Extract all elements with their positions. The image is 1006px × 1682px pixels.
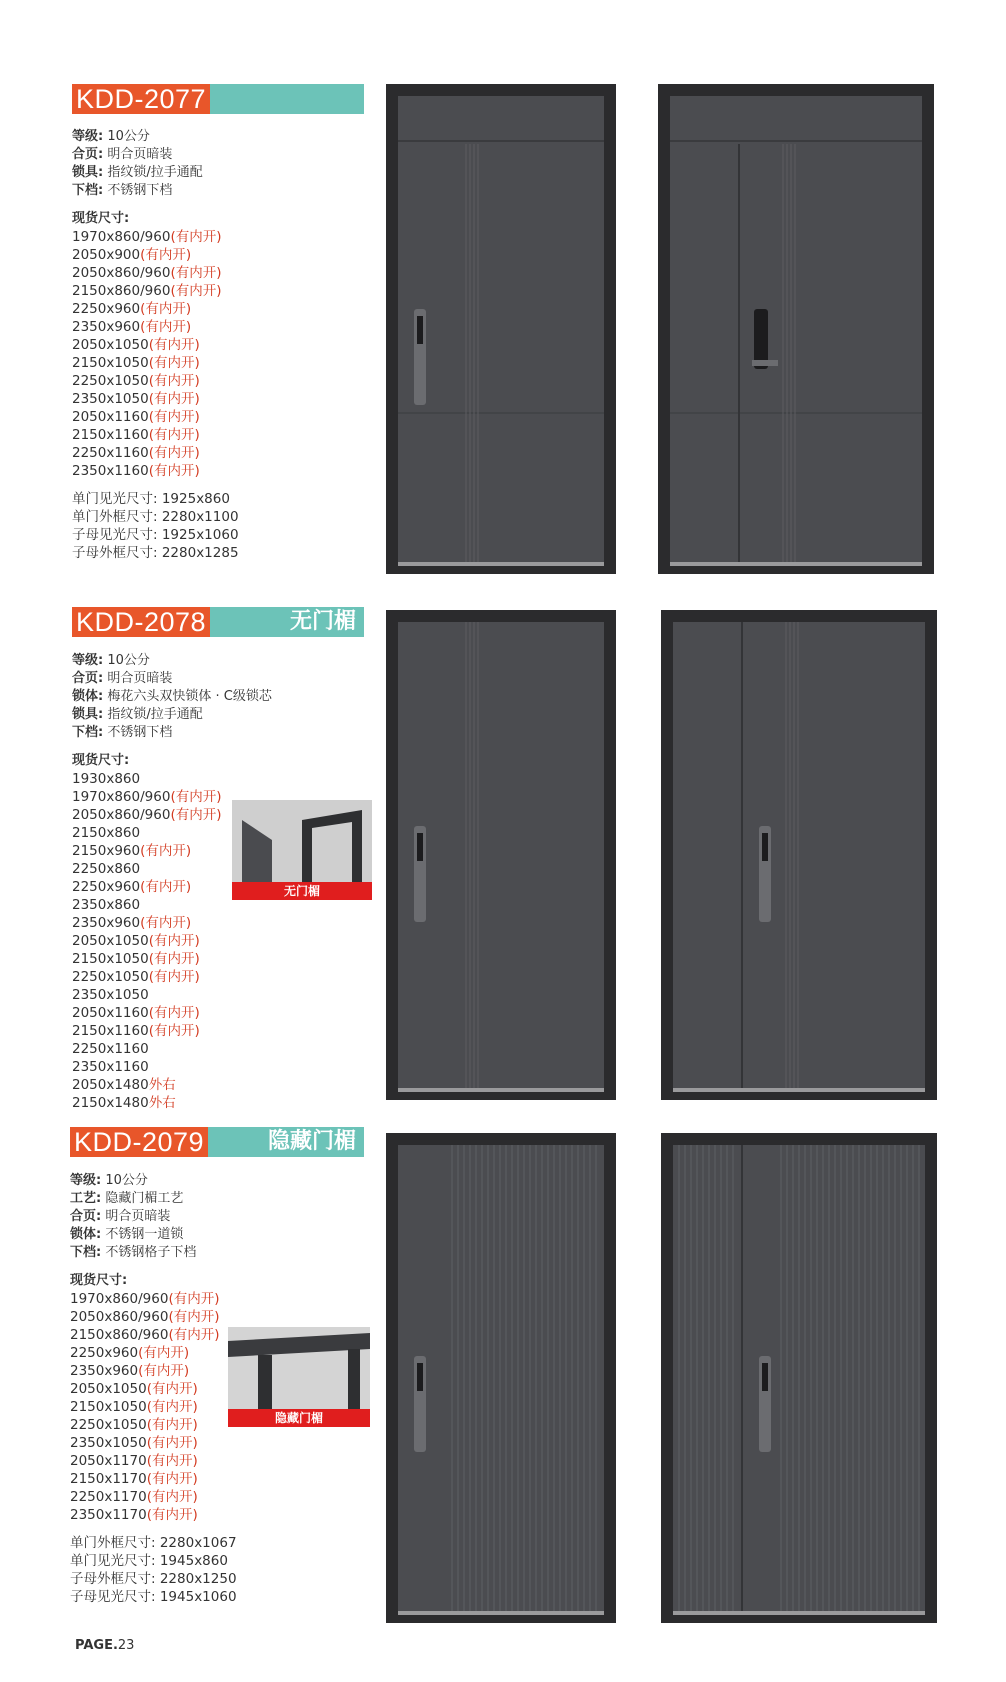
size-row: 2350x860 (72, 897, 141, 913)
single-door-image (386, 84, 616, 574)
spec-row: 等级: 10公分 (72, 653, 150, 668)
hidden-transom-inset-image (228, 1327, 370, 1427)
size-row: 2150x860/960(有内开) (70, 1327, 220, 1343)
size-row: 2250x960(有内开) (70, 1345, 190, 1361)
spec-row: 下档: 不锈钢格子下档 (70, 1245, 197, 1260)
product-tag: 无门楣 (289, 609, 356, 634)
size-row: 2050x860/960(有内开) (72, 807, 222, 823)
size-row: 2150x1480外右 (72, 1095, 176, 1111)
inset-label: 无门楣 (232, 882, 372, 900)
product-code: KDD-2078 (72, 607, 210, 637)
sizes-title: 现货尺寸: (72, 753, 130, 768)
section-header (72, 84, 364, 114)
size-row: 2250x1050(有内开) (70, 1417, 198, 1433)
page-number (75, 1638, 134, 1653)
spec-row: 工艺: 隐藏门楣工艺 (70, 1191, 184, 1206)
size-row: 2050x1160(有内开) (72, 1005, 200, 1021)
size-row: 2150x1160(有内开) (72, 427, 200, 443)
spec-row: 锁具: 指纹锁/拉手通配 (72, 707, 203, 722)
size-row: 2050x1480外右 (72, 1077, 176, 1093)
size-row: 2250x960(有内开) (72, 301, 192, 317)
sizes-title: 现货尺寸: (70, 1273, 128, 1288)
size-row: 2350x960(有内开) (72, 319, 192, 335)
spec-row: 下档: 不锈钢下档 (72, 183, 173, 198)
dimension-row: 子母见光尺寸: 1925x1060 (72, 527, 239, 543)
size-row: 1970x860/960(有内开) (72, 229, 222, 245)
size-row: 2150x960(有内开) (72, 843, 192, 859)
size-row: 2250x1160(有内开) (72, 445, 200, 461)
size-row: 2350x1170(有内开) (70, 1507, 198, 1523)
size-row: 2050x1050(有内开) (72, 337, 200, 353)
size-row: 2350x1050(有内开) (70, 1435, 198, 1451)
spec-row: 合页: 明合页暗装 (70, 1209, 171, 1224)
spec-row: 合页: 明合页暗装 (72, 671, 173, 686)
size-row: 2150x1160(有内开) (72, 1023, 200, 1039)
double-door-image (661, 1133, 937, 1623)
inset-label: 隐藏门楣 (228, 1409, 370, 1427)
size-row: 2150x1050(有内开) (72, 951, 200, 967)
product-code: KDD-2079 (70, 1127, 208, 1157)
size-row: 1970x860/960(有内开) (70, 1291, 220, 1307)
spec-row: 等级: 10公分 (70, 1173, 148, 1188)
size-row: 2250x1050(有内开) (72, 969, 200, 985)
dimension-row: 单门见光尺寸: 1945x860 (70, 1553, 228, 1569)
size-row: 1970x860/960(有内开) (72, 789, 222, 805)
size-row: 2150x1170(有内开) (70, 1471, 198, 1487)
spec-list (70, 1172, 237, 1606)
size-row: 2350x1160(有内开) (72, 463, 200, 479)
product-code: KDD-2077 (72, 84, 210, 114)
dimension-row: 单门外框尺寸: 2280x1067 (70, 1535, 237, 1551)
size-row: 2050x1050(有内开) (70, 1381, 198, 1397)
section-header (72, 607, 364, 637)
spec-list (72, 128, 239, 562)
single-door-image (386, 1133, 616, 1623)
spec-row: 等级: 10公分 (72, 129, 150, 144)
size-row: 2150x860 (72, 825, 141, 841)
size-row: 2250x860 (72, 861, 141, 877)
size-row: 2050x860/960(有内开) (70, 1309, 220, 1325)
size-row: 2350x960(有内开) (70, 1363, 190, 1379)
size-row: 2050x1050(有内开) (72, 933, 200, 949)
size-row: 2150x860/960(有内开) (72, 283, 222, 299)
size-row: 2050x900(有内开) (72, 247, 192, 263)
dimension-row: 子母外框尺寸: 2280x1285 (72, 545, 239, 561)
spec-row: 锁具: 指纹锁/拉手通配 (72, 165, 203, 180)
spec-row: 合页: 明合页暗装 (72, 147, 173, 162)
size-row: 2050x860/960(有内开) (72, 265, 222, 281)
size-row: 2350x1050 (72, 987, 149, 1003)
sizes-title: 现货尺寸: (72, 211, 130, 226)
double-door-image (661, 610, 937, 1100)
product-tag: 隐藏门楣 (267, 1129, 356, 1154)
section-header (70, 1127, 364, 1157)
size-row: 2150x1050(有内开) (70, 1399, 198, 1415)
size-row: 2250x1160 (72, 1041, 149, 1057)
size-row: 2150x1050(有内开) (72, 355, 200, 371)
size-row: 2250x1170(有内开) (70, 1489, 198, 1505)
single-door-image (386, 610, 616, 1100)
dimension-row: 单门外框尺寸: 2280x1100 (72, 509, 239, 525)
size-row: 2050x1170(有内开) (70, 1453, 198, 1469)
page-number-value: 23 (117, 1638, 135, 1653)
double-door-image (658, 84, 934, 574)
no-transom-inset-image (232, 800, 372, 900)
spec-row: 锁体: 梅花六头双快锁体 · C级锁芯 (72, 689, 272, 704)
page-label: PAGE. (75, 1638, 118, 1653)
dimension-row: 子母见光尺寸: 1945x1060 (70, 1589, 237, 1605)
size-row: 1930x860 (72, 771, 141, 787)
size-row: 2350x960(有内开) (72, 915, 192, 931)
spec-row: 锁体: 不锈钢一道锁 (70, 1227, 184, 1242)
size-row: 2350x1050(有内开) (72, 391, 200, 407)
dimension-row: 子母外框尺寸: 2280x1250 (70, 1571, 237, 1587)
size-row: 2350x1160 (72, 1059, 149, 1075)
size-row: 2250x1050(有内开) (72, 373, 200, 389)
size-row: 2250x960(有内开) (72, 879, 192, 895)
dimension-row: 单门见光尺寸: 1925x860 (72, 491, 230, 507)
size-row: 2050x1160(有内开) (72, 409, 200, 425)
spec-row: 下档: 不锈钢下档 (72, 725, 173, 740)
